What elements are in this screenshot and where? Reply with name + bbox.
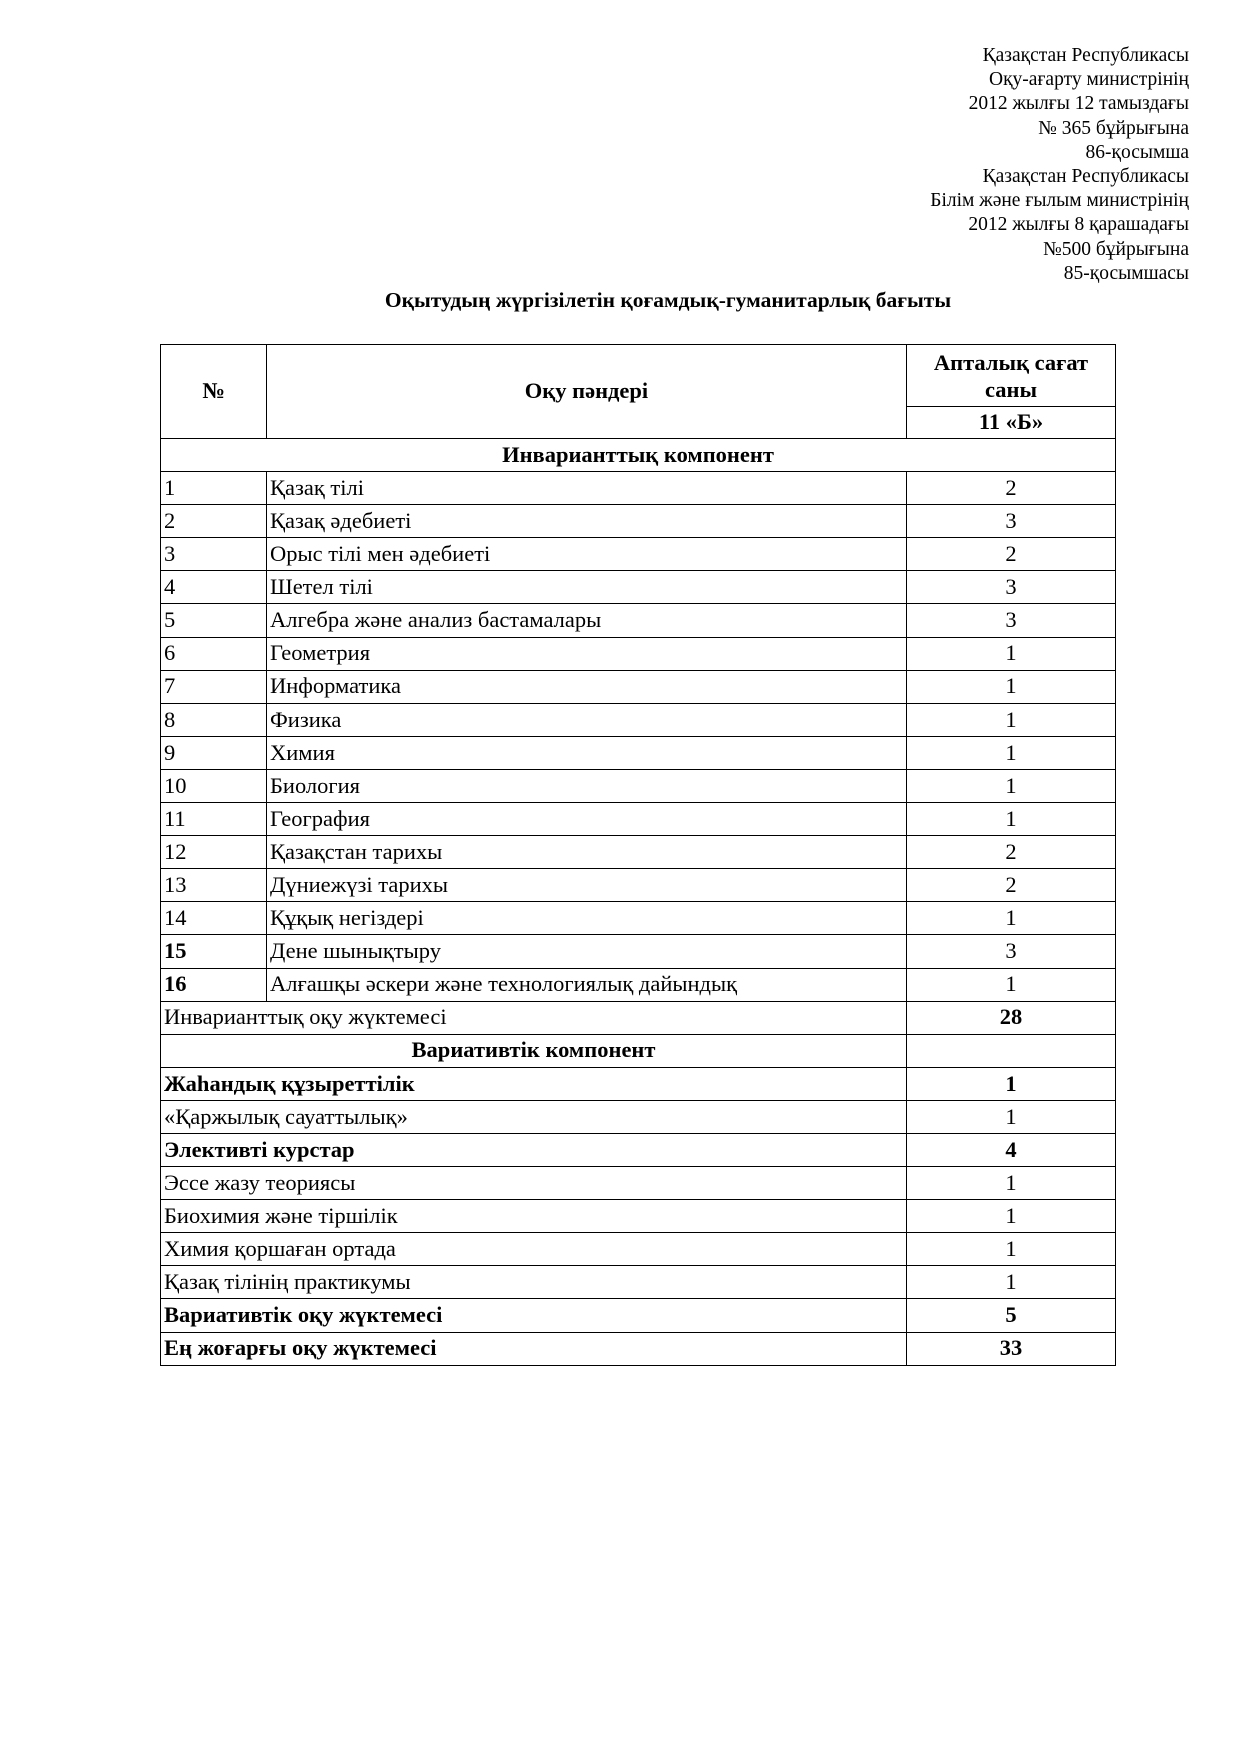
subject-name: Дүниежүзі тарихы	[267, 869, 907, 902]
weekly-hours: 1	[907, 1200, 1116, 1233]
table-row	[161, 571, 1116, 604]
variative-subject: Элективті курстар	[161, 1133, 907, 1166]
row-number: 2	[161, 505, 267, 538]
subject-name: Қазақстан тарихы	[267, 836, 907, 869]
weekly-hours: 1	[907, 1266, 1116, 1299]
weekly-hours: 1	[907, 637, 1116, 670]
weekly-hours-label: Апталық сағат саны	[933, 349, 1089, 402]
weekly-hours: 4	[907, 1133, 1116, 1166]
max-total-hours: 33	[907, 1332, 1116, 1365]
table-row	[161, 637, 1116, 670]
table-row	[161, 1167, 1116, 1200]
weekly-hours: 1	[907, 1100, 1116, 1133]
row-number: 8	[161, 703, 267, 736]
weekly-hours: 1	[907, 703, 1116, 736]
empty-cell	[907, 1034, 1116, 1067]
row-number: 12	[161, 836, 267, 869]
header-line: 2012 жылғы 8 қарашадағы	[968, 214, 1189, 236]
table-row	[161, 1100, 1116, 1133]
variative-subject: Эссе жазу теориясы	[161, 1167, 907, 1200]
column-header-weekly-hours	[907, 345, 1116, 407]
weekly-hours: 1	[907, 769, 1116, 802]
subject-name: Дене шынықтыру	[267, 935, 907, 968]
weekly-hours: 1	[907, 1167, 1116, 1200]
table-row	[161, 736, 1116, 769]
weekly-hours: 2	[907, 836, 1116, 869]
header-line: Оқу-ағарту министрінің	[988, 69, 1189, 91]
row-number: 4	[161, 571, 267, 604]
subject-name: Алгебра және анализ бастамалары	[267, 604, 907, 637]
header-line: 2012 жылғы 12 тамыздағы	[968, 93, 1189, 115]
invariant-total-label: Инварианттық оқу жүктемесі	[161, 1001, 907, 1034]
appendix-reference-block	[930, 44, 1189, 286]
table-row	[161, 869, 1116, 902]
max-total-row	[161, 1332, 1116, 1365]
table-row	[161, 968, 1116, 1001]
weekly-hours: 2	[907, 869, 1116, 902]
weekly-hours: 1	[907, 902, 1116, 935]
table-row	[161, 935, 1116, 968]
table-row	[161, 505, 1116, 538]
table-row	[161, 1266, 1116, 1299]
column-header-class: 11 «Б»	[907, 407, 1116, 439]
subject-name: Алғашқы әскери және технологиялық дайындық	[267, 968, 907, 1001]
table-body	[161, 439, 1116, 1366]
row-number: 9	[161, 736, 267, 769]
table-row	[161, 1067, 1116, 1100]
subject-name: Шетел тілі	[267, 571, 907, 604]
subject-name: География	[267, 803, 907, 836]
subject-name: Геометрия	[267, 637, 907, 670]
variative-subject: Қазақ тілінің практикумы	[161, 1266, 907, 1299]
header-line: № 365 бұйрығына	[1038, 117, 1189, 139]
subject-name: Информатика	[267, 670, 907, 703]
subject-name: Орыс тілі мен әдебиеті	[267, 538, 907, 571]
table-row	[161, 703, 1116, 736]
row-number: 7	[161, 670, 267, 703]
max-total-label: Ең жоғарғы оқу жүктемесі	[161, 1332, 907, 1365]
curriculum-table	[160, 344, 1116, 1366]
subject-name: Химия	[267, 736, 907, 769]
row-number: 10	[161, 769, 267, 802]
variative-subject: «Қаржылық сауаттылық»	[161, 1100, 907, 1133]
header-line: Қазақстан Республикасы	[982, 166, 1189, 188]
weekly-hours: 1	[907, 670, 1116, 703]
variative-component-heading: Вариативтік компонент	[161, 1034, 907, 1067]
table-row	[161, 1133, 1116, 1166]
header-line: 86-қосымша	[1085, 141, 1189, 163]
document-title: Оқытудың жүргізілетін қоғамдық-гуманитарлық бағыты	[384, 288, 952, 312]
table-row	[161, 1233, 1116, 1266]
row-number: 15	[161, 935, 267, 968]
table-row	[161, 1200, 1116, 1233]
section-heading-row	[161, 439, 1116, 472]
weekly-hours: 1	[907, 1233, 1116, 1266]
row-number: 6	[161, 637, 267, 670]
column-header-subject: Оқу пәндері	[267, 345, 907, 439]
weekly-hours: 1	[907, 1067, 1116, 1100]
weekly-hours: 2	[907, 472, 1116, 505]
table-row	[161, 670, 1116, 703]
table-row	[161, 604, 1116, 637]
weekly-hours: 1	[907, 968, 1116, 1001]
table-row	[161, 538, 1116, 571]
table-row	[161, 803, 1116, 836]
invariant-total-hours: 28	[907, 1001, 1116, 1034]
weekly-hours: 3	[907, 571, 1116, 604]
row-number: 13	[161, 869, 267, 902]
weekly-hours: 3	[907, 604, 1116, 637]
row-number: 16	[161, 968, 267, 1001]
subject-name: Құқық негіздері	[267, 902, 907, 935]
subject-name: Қазақ тілі	[267, 472, 907, 505]
subject-name: Физика	[267, 703, 907, 736]
column-header-number: №	[161, 345, 267, 439]
variative-total-label: Вариативтік оқу жүктемесі	[161, 1299, 907, 1332]
weekly-hours: 1	[907, 736, 1116, 769]
row-number: 1	[161, 472, 267, 505]
invariant-total-row	[161, 1001, 1116, 1034]
table-row	[161, 472, 1116, 505]
weekly-hours: 3	[907, 935, 1116, 968]
subject-name: Биология	[267, 769, 907, 802]
weekly-hours: 2	[907, 538, 1116, 571]
row-number: 3	[161, 538, 267, 571]
row-number: 14	[161, 902, 267, 935]
header-line: №500 бұйрығына	[1043, 238, 1189, 260]
variative-total-row	[161, 1299, 1116, 1332]
header-line: 85-қосымшасы	[1063, 262, 1189, 284]
row-number: 5	[161, 604, 267, 637]
row-number: 11	[161, 803, 267, 836]
subject-name: Қазақ әдебиеті	[267, 505, 907, 538]
invariant-component-heading: Инварианттық компонент	[161, 439, 1116, 472]
table-row	[161, 769, 1116, 802]
header-line: Білім және ғылым министрінің	[930, 190, 1189, 212]
table-row	[161, 836, 1116, 869]
variative-subject: Химия қоршаған ортада	[161, 1233, 907, 1266]
header-line: Қазақстан Республикасы	[982, 45, 1189, 66]
variative-total-hours: 5	[907, 1299, 1116, 1332]
variative-subject: Жаһандық құзыреттілік	[161, 1067, 907, 1100]
table-row	[161, 902, 1116, 935]
variative-subject: Биохимия және тіршілік	[161, 1200, 907, 1233]
weekly-hours: 1	[907, 803, 1116, 836]
section-heading-row	[161, 1034, 1116, 1067]
weekly-hours: 3	[907, 505, 1116, 538]
